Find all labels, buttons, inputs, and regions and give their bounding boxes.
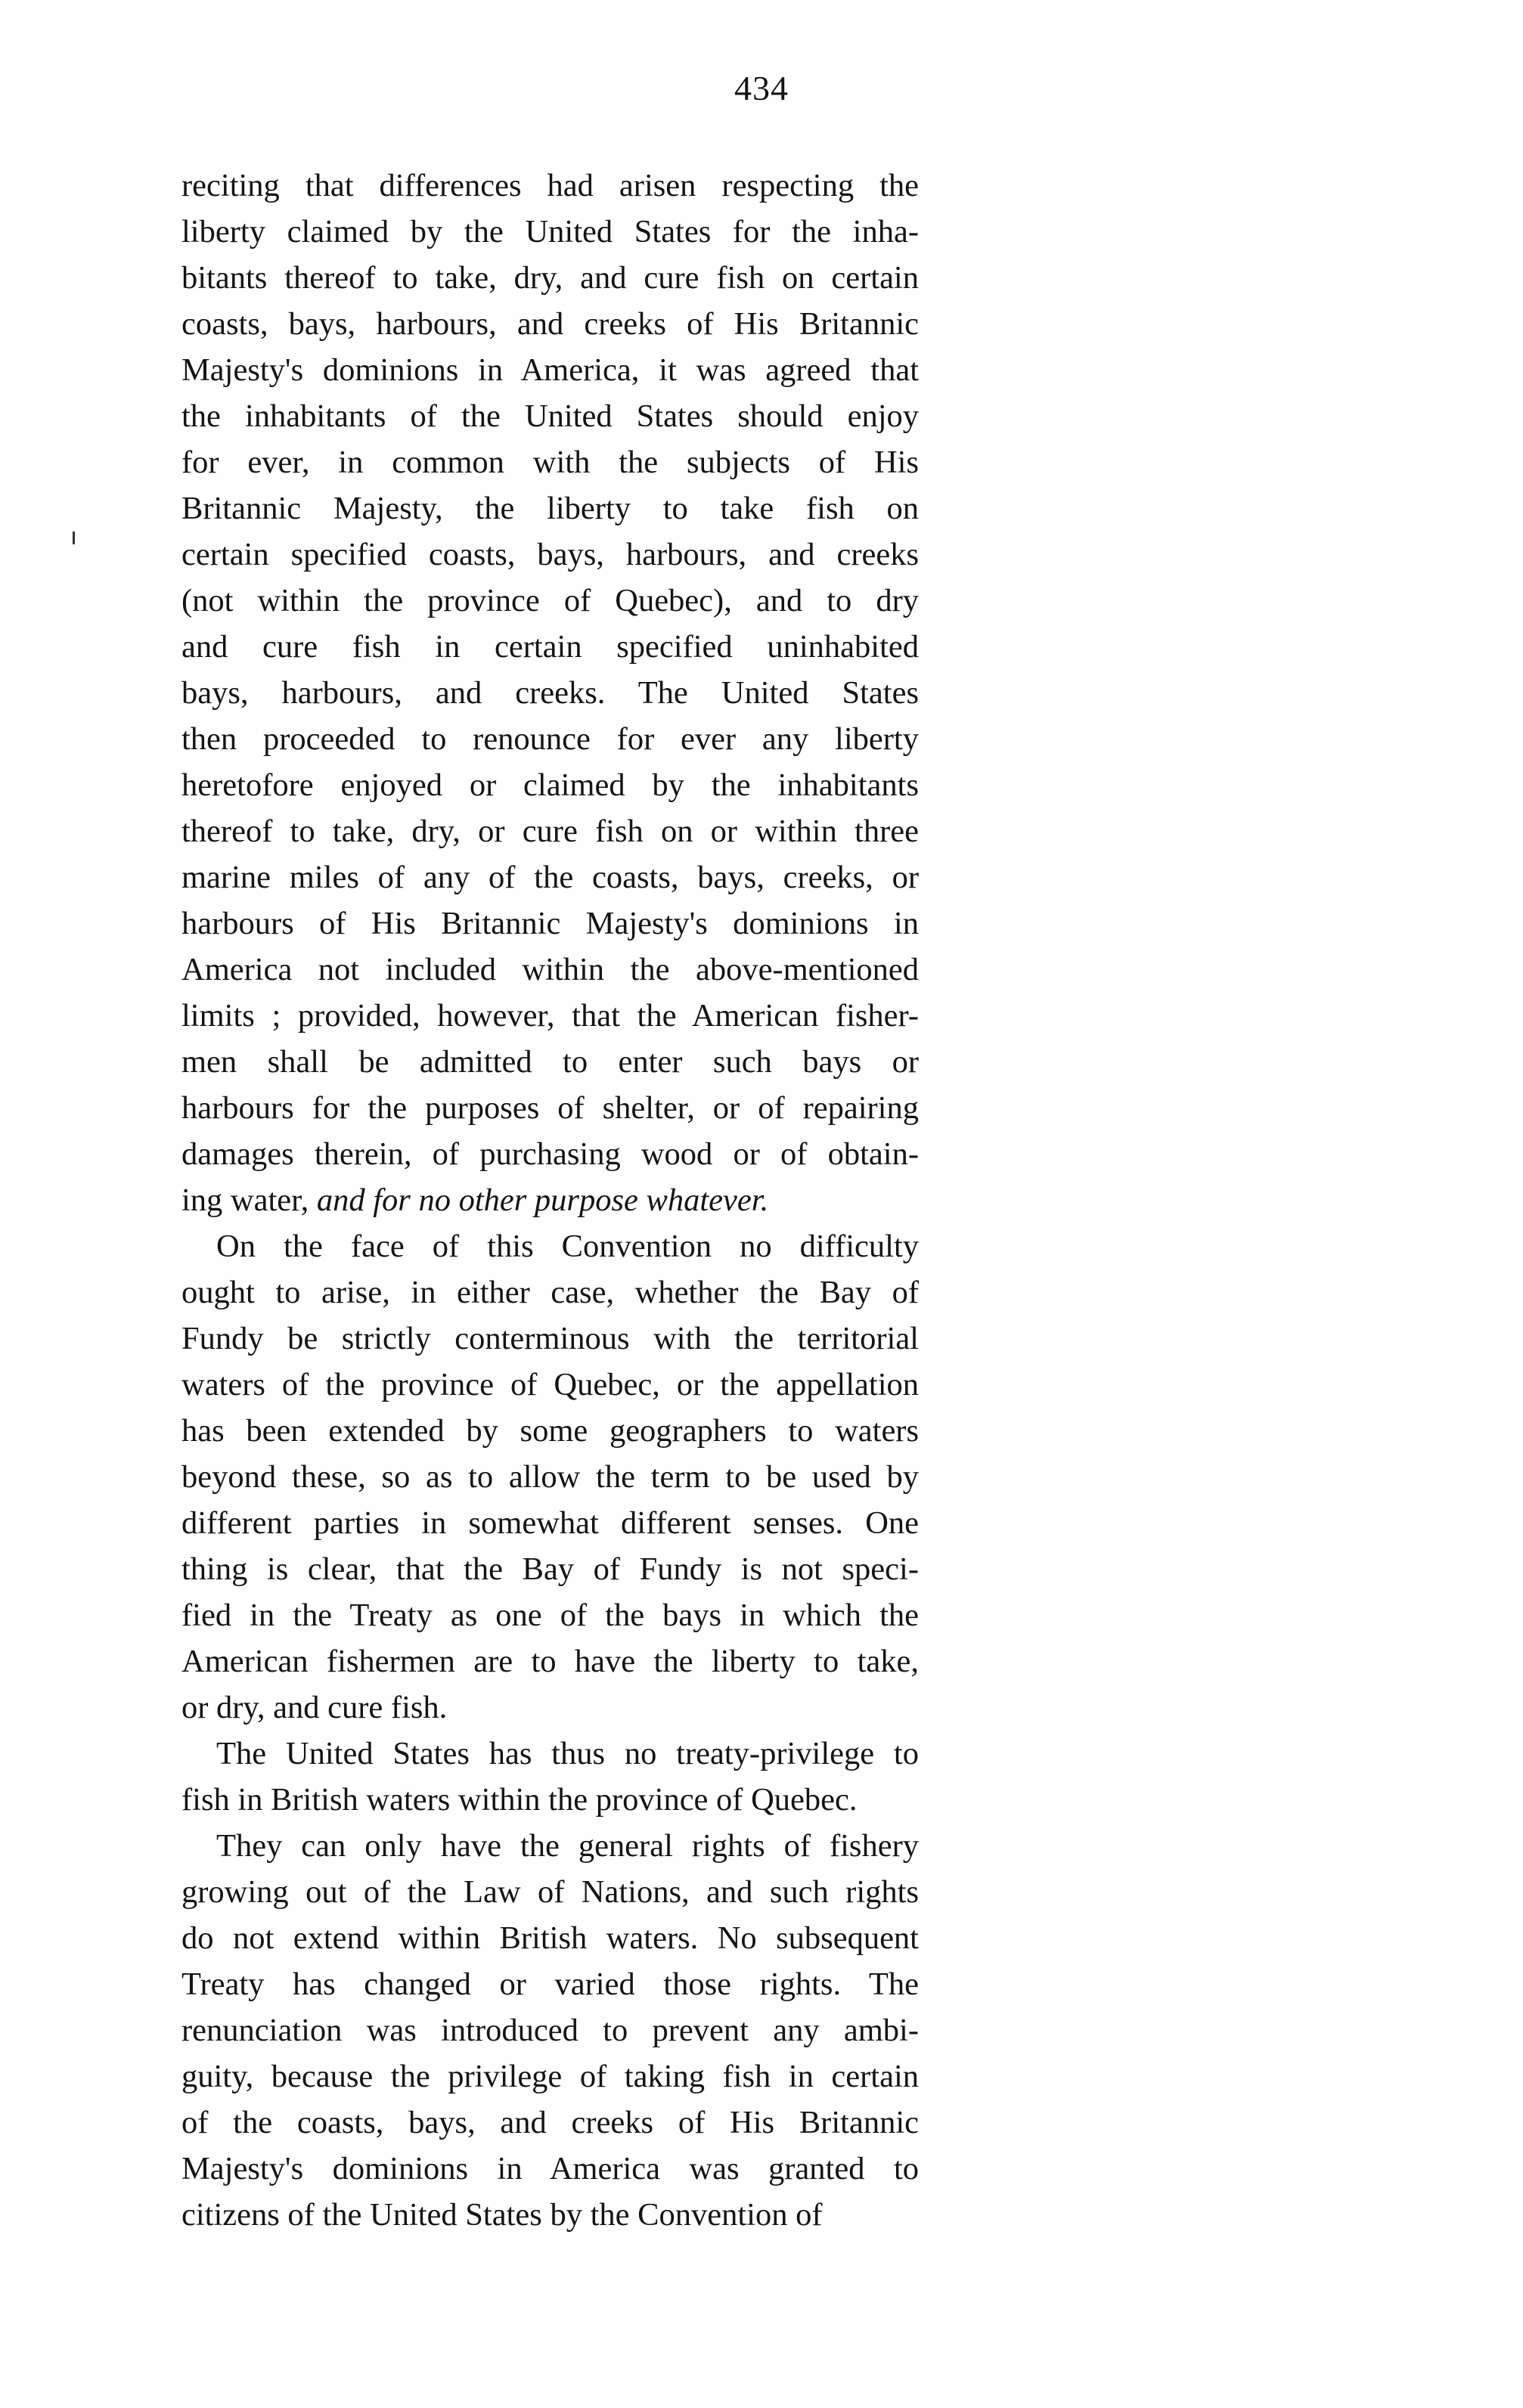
- text-line: [181, 255, 919, 301]
- line-text: ought to arise, in either case, whether the Bay of: [181, 1275, 919, 1310]
- line-text: fied in the Treaty as one of the bays in which the: [181, 1598, 919, 1633]
- line-text: bitants thereof to take, dry, and cure fish on certain: [181, 260, 919, 296]
- line-text: American fishermen are to have the liberty to take,: [181, 1644, 919, 1679]
- line-text: America not included within the above-mentioned: [181, 952, 919, 987]
- text-line: [181, 1085, 919, 1131]
- text-line: [181, 485, 919, 531]
- line-text: waters of the province of Quebec, or the appellation: [181, 1367, 919, 1402]
- text-line: [181, 1731, 919, 1777]
- page-number: 434: [734, 69, 789, 107]
- line-text: of the coasts, bays, and creeks of His Britannic: [181, 2105, 919, 2140]
- line-text: has been extended by some geographers to waters: [181, 1413, 919, 1449]
- text-line: [181, 1316, 919, 1362]
- text-line: [181, 900, 919, 947]
- text-line: [181, 531, 919, 578]
- line-text: Majesty's dominions in America was granted to: [181, 2151, 919, 2186]
- line-text: liberty claimed by the United States for the inha-: [181, 214, 919, 249]
- line-text: certain specified coasts, bays, harbours, and creeks: [181, 537, 919, 572]
- text-line: [181, 1684, 919, 1731]
- text-line: [181, 209, 919, 255]
- text-line: [181, 1362, 919, 1408]
- text-line: [181, 1223, 919, 1269]
- body-text: [181, 163, 919, 2238]
- line-text: Fundy be strictly conterminous with the territorial: [181, 1321, 919, 1356]
- text-line: [181, 393, 919, 439]
- text-line: [181, 301, 919, 347]
- line-text: growing out of the Law of Nations, and such rights: [181, 1874, 919, 1910]
- text-line: [181, 578, 919, 624]
- line-text: limits ; provided, however, that the American fisher-: [181, 998, 919, 1034]
- text-line: [181, 1546, 919, 1592]
- text-line: [181, 808, 919, 854]
- text-line: [181, 762, 919, 808]
- line-text: citizens of the United States by the Convention of: [181, 2197, 823, 2233]
- line-text: the inhabitants of the United States should enjoy: [181, 398, 919, 434]
- text-line: [181, 439, 919, 485]
- line-text: men shall be admitted to enter such bays or: [181, 1044, 919, 1080]
- line-text: fish in British waters within the province of Quebec.: [181, 1782, 858, 1818]
- line-text: then proceeded to renounce for ever any liberty: [181, 721, 919, 757]
- line-text: Britannic Majesty, the liberty to take fish on: [181, 491, 919, 526]
- text-line: [181, 2146, 919, 2192]
- text-line: [181, 947, 919, 993]
- text-line: [181, 1638, 919, 1684]
- line-text: harbours of His Britannic Majesty's dominions in: [181, 906, 919, 941]
- line-text: Majesty's dominions in America, it was agreed that: [181, 352, 919, 388]
- text-line: [181, 716, 919, 762]
- text-line: [181, 1592, 919, 1638]
- text-line: [181, 1269, 919, 1316]
- italic-emphasis: and for no other purpose whatever.: [316, 1182, 769, 1218]
- text-line: [181, 2192, 919, 2238]
- text-line: [181, 2100, 919, 2146]
- text-line: [181, 624, 919, 670]
- text-line: [181, 1915, 919, 1961]
- text-line: [181, 1454, 919, 1500]
- line-text: (not within the province of Quebec), and to dry: [181, 583, 919, 618]
- text-line: [181, 1823, 919, 1869]
- text-line: [181, 670, 919, 716]
- line-text: beyond these, so as to allow the term to be used by: [181, 1459, 919, 1495]
- text-line: [181, 163, 919, 209]
- line-text: Treaty has changed or varied those rights. The: [181, 1966, 919, 2002]
- line-text: ing water,: [181, 1182, 317, 1218]
- line-text: do not extend within British waters. No subsequent: [181, 1920, 919, 1956]
- text-line: [181, 993, 919, 1039]
- line-text: renunciation was introduced to prevent any ambi-: [181, 2013, 919, 2048]
- line-text: heretofore enjoyed or claimed by the inhabitants: [181, 767, 919, 803]
- line-text: and cure fish in certain specified uninhabited: [181, 629, 919, 665]
- text-line: [181, 1961, 919, 2007]
- line-text: The United States has thus no treaty-privilege to: [216, 1736, 919, 1771]
- line-text: harbours for the purposes of shelter, or of repairing: [181, 1090, 919, 1126]
- text-line: [181, 1777, 919, 1823]
- line-text: guity, because the privilege of taking fish in certain: [181, 2059, 919, 2094]
- line-text: thereof to take, dry, or cure fish on or within three: [181, 814, 919, 849]
- text-line: [181, 2053, 919, 2100]
- text-line: [181, 347, 919, 393]
- text-line: [181, 1408, 919, 1454]
- line-text: On the face of this Convention no difficulty: [216, 1229, 919, 1264]
- line-text: damages therein, of purchasing wood or of obtain-: [181, 1136, 919, 1172]
- line-text: bays, harbours, and creeks. The United States: [181, 675, 919, 711]
- line-text: or dry, and cure fish.: [181, 1690, 448, 1725]
- text-line: [181, 1177, 919, 1223]
- line-text: different parties in somewhat different senses. One: [181, 1505, 919, 1541]
- line-text: thing is clear, that the Bay of Fundy is not speci-: [181, 1551, 919, 1587]
- line-text: They can only have the general rights of fishery: [216, 1828, 919, 1864]
- line-text: coasts, bays, harbours, and creeks of His Britannic: [181, 306, 919, 342]
- text-line: [181, 1039, 919, 1085]
- margin-mark: [73, 531, 75, 544]
- text-line: [181, 854, 919, 900]
- text-line: [181, 1869, 919, 1915]
- text-line: [181, 2007, 919, 2053]
- text-line: [181, 1131, 919, 1177]
- line-text: marine miles of any of the coasts, bays, creeks, or: [181, 860, 919, 895]
- text-line: [181, 1500, 919, 1546]
- line-text: for ever, in common with the subjects of His: [181, 445, 919, 480]
- line-text: reciting that differences had arisen respecting the: [181, 168, 919, 203]
